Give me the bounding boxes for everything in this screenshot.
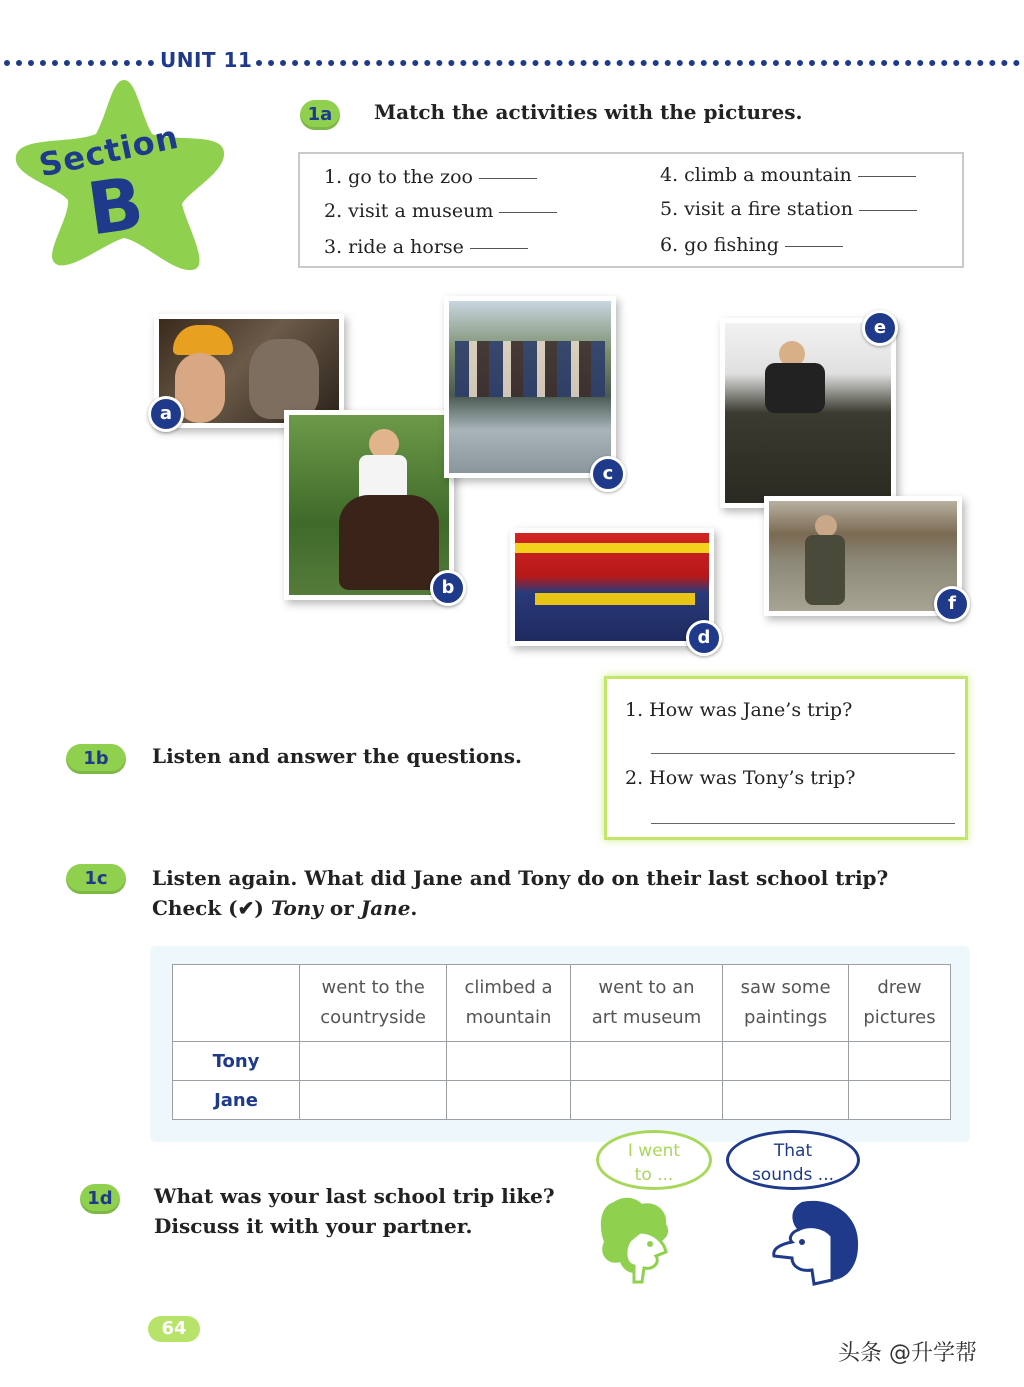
- photo-fishing: [764, 496, 962, 616]
- check-cell[interactable]: [849, 1042, 951, 1081]
- column-header: went to the countryside: [300, 965, 447, 1042]
- photo-label-f: f: [934, 586, 970, 622]
- check-cell[interactable]: [849, 1081, 951, 1120]
- match-item-2: 2. visit a museum: [324, 200, 557, 222]
- exercise-1b-badge: 1b: [66, 744, 126, 774]
- check-cell[interactable]: [300, 1042, 447, 1081]
- photo-label-b: b: [430, 570, 466, 606]
- check-cell[interactable]: [447, 1042, 570, 1081]
- unit-title: UNIT 11: [160, 48, 253, 72]
- photo-mountain: [720, 318, 896, 508]
- exercise-1c-instruction-line2: Check (✔) Tony or Jane.: [152, 896, 418, 920]
- check-cell[interactable]: [723, 1081, 849, 1120]
- exercise-1c-badge: 1c: [66, 864, 126, 894]
- check-cell[interactable]: [300, 1081, 447, 1120]
- boy-character-icon: [762, 1196, 864, 1290]
- header-dotted-rule-left: [4, 60, 154, 66]
- table-row: [173, 1081, 951, 1120]
- exercise-1a-badge: 1a: [300, 100, 340, 130]
- page-number: 64: [148, 1316, 200, 1342]
- table-header-row: [173, 965, 951, 1042]
- exercise-1c-instruction-line1: Listen again. What did Jane and Tony do on their last school trip?: [152, 866, 889, 890]
- answer-blank[interactable]: [470, 248, 528, 249]
- watermark: 头条 @升学帮: [838, 1341, 977, 1366]
- section-letter: B: [82, 160, 149, 252]
- match-item-3: 3. ride a horse: [324, 236, 528, 258]
- answer-blank[interactable]: [859, 210, 917, 211]
- photo-label-e: e: [862, 310, 898, 346]
- match-item-6: 6. go fishing: [660, 234, 843, 256]
- answer-blank[interactable]: [858, 176, 916, 177]
- exercise-1d-line1: What was your last school trip like?: [154, 1184, 555, 1208]
- question-1: 1. How was Jane’s trip?: [625, 699, 853, 721]
- match-item-4: 4. climb a mountain: [660, 164, 916, 186]
- section-label: Section: [35, 117, 183, 185]
- exercise-1a-instruction: Match the activities with the pictures.: [374, 100, 803, 124]
- row-label-tony: Tony: [173, 1042, 300, 1081]
- header-dotted-rule-right: [256, 60, 1020, 66]
- match-item-1: 1. go to the zoo: [324, 166, 537, 188]
- column-header: climbed a mountain: [447, 965, 570, 1042]
- table-corner-cell: [173, 965, 300, 1042]
- row-label-jane: Jane: [173, 1081, 300, 1120]
- column-header: saw some paintings: [723, 965, 849, 1042]
- photo-museum: [444, 296, 616, 478]
- photo-label-a: a: [148, 396, 184, 432]
- column-header: drew pictures: [849, 965, 951, 1042]
- answer-line-1[interactable]: [651, 753, 955, 754]
- photo-horse: [284, 410, 454, 600]
- check-table: [172, 964, 951, 1120]
- check-cell[interactable]: [723, 1042, 849, 1081]
- exercise-1b-instruction: Listen and answer the questions.: [152, 744, 522, 768]
- question-2: 2. How was Tony’s trip?: [625, 767, 856, 789]
- answer-blank[interactable]: [785, 246, 843, 247]
- speech-bubble-right: That sounds ...: [726, 1130, 860, 1190]
- match-item-5: 5. visit a fire station: [660, 198, 917, 220]
- column-header: went to an art museum: [570, 965, 722, 1042]
- check-cell[interactable]: [570, 1042, 722, 1081]
- girl-character-icon: [594, 1192, 680, 1288]
- answer-line-2[interactable]: [651, 823, 955, 824]
- exercise-1d-badge: 1d: [80, 1184, 120, 1214]
- match-activities-box: [298, 152, 964, 268]
- exercise-1d-line2: Discuss it with your partner.: [154, 1214, 473, 1238]
- photo-fire-station: [510, 528, 714, 646]
- check-cell[interactable]: [447, 1081, 570, 1120]
- questions-box: [604, 676, 968, 840]
- check-cell[interactable]: [570, 1081, 722, 1120]
- answer-blank[interactable]: [499, 212, 557, 213]
- table-row: [173, 1042, 951, 1081]
- photo-label-c: c: [590, 456, 626, 492]
- speech-bubble-left: I went to ...: [596, 1130, 712, 1190]
- answer-blank[interactable]: [479, 178, 537, 179]
- photo-label-d: d: [686, 620, 722, 656]
